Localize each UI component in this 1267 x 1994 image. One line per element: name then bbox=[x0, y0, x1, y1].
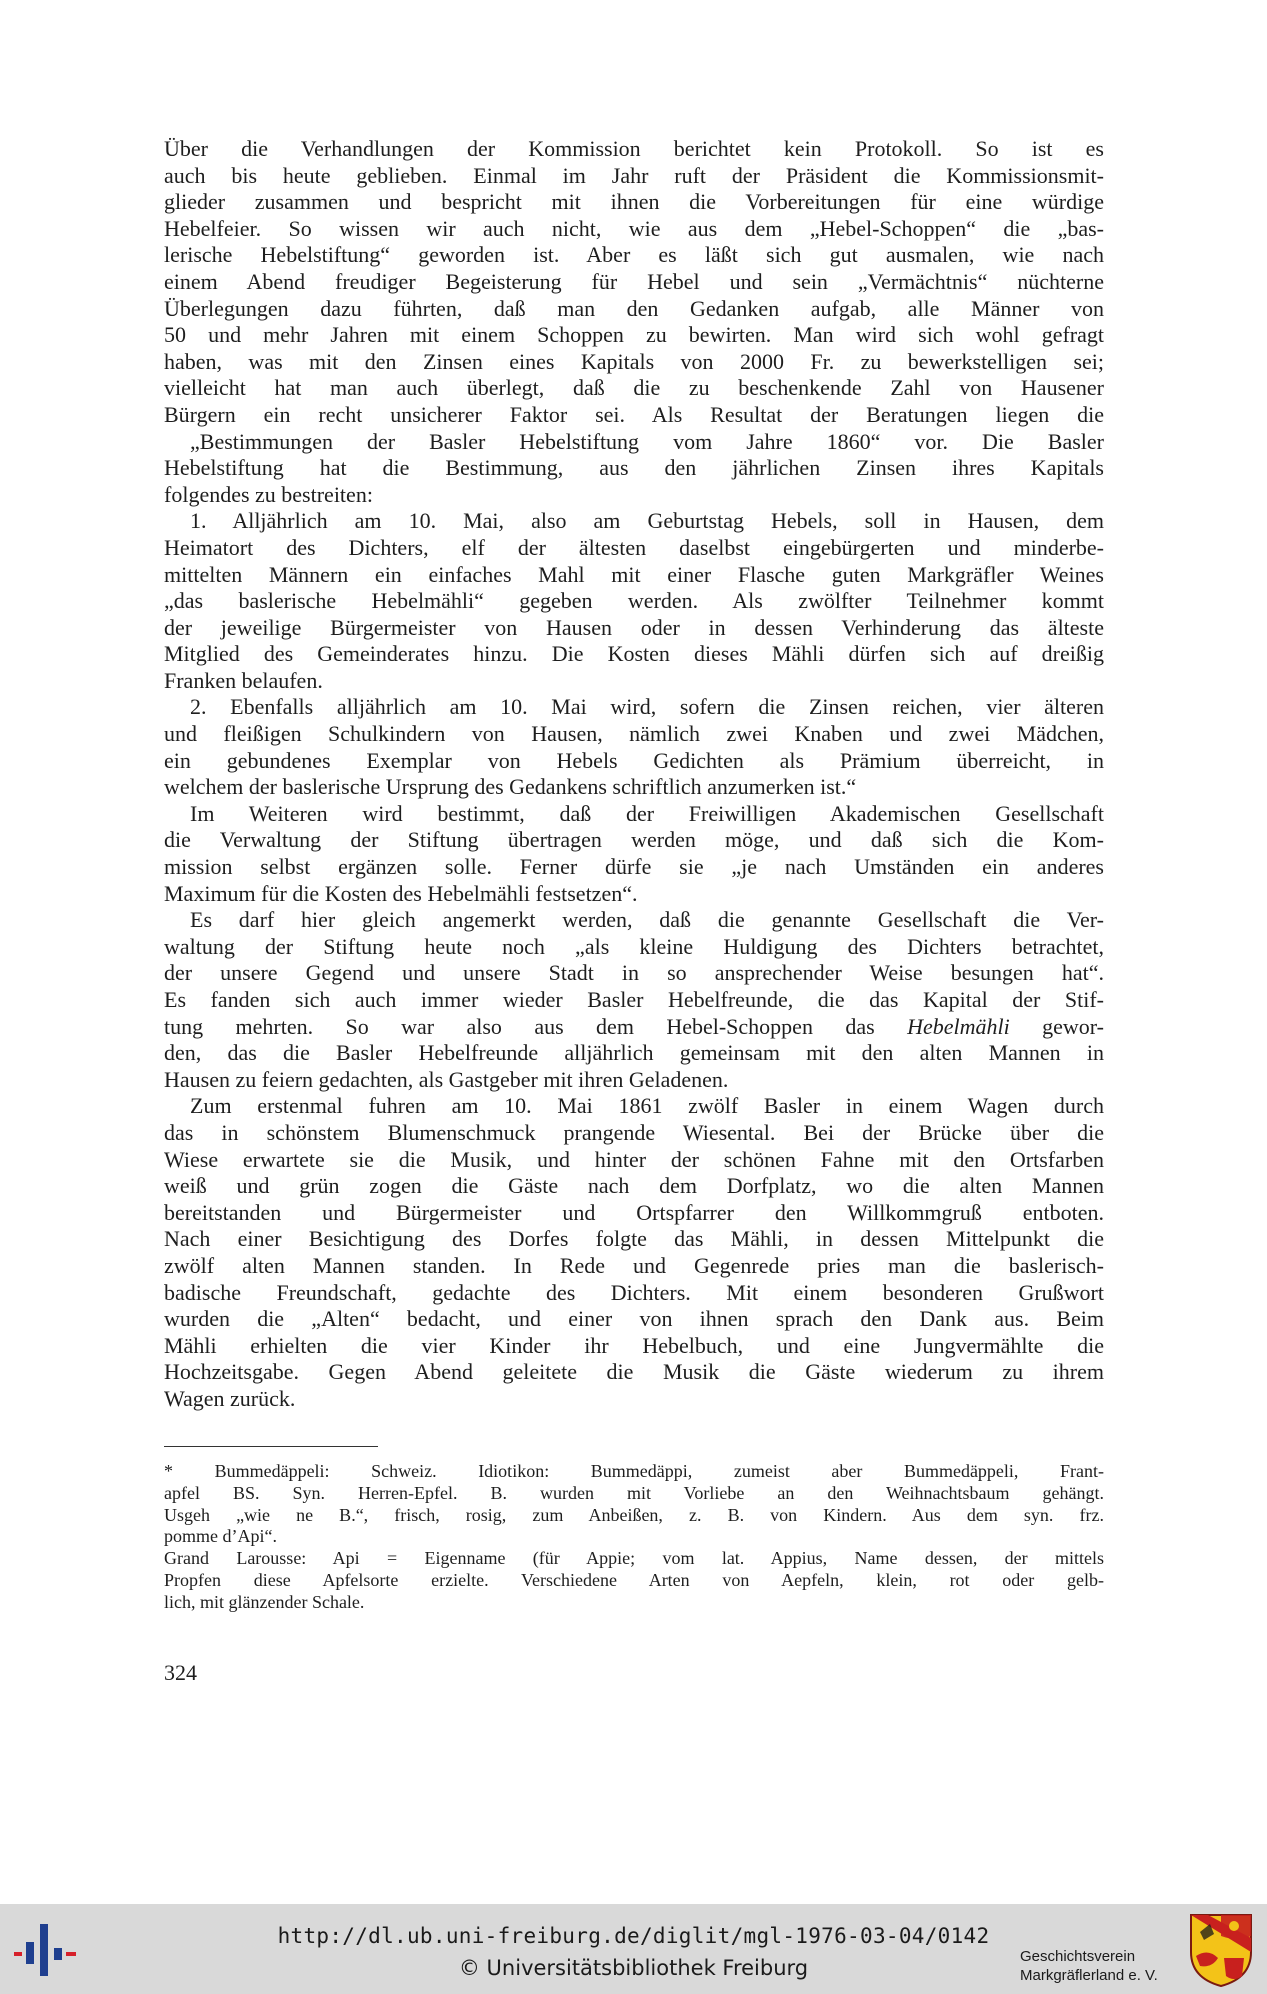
text-line: mittelten Männern ein einfaches Mahl mit einer Flasche guten Markgräfler Weines bbox=[164, 561, 1104, 587]
text-line: das in schönstem Blumenschmuck prangende Wiesental. Bei der Brücke über die bbox=[164, 1119, 1104, 1145]
footer-bar bbox=[0, 1904, 1267, 1994]
text-line: badische Freundschaft, gedachte des Dichters. Mit einem besonderen Grußwort bbox=[164, 1279, 1104, 1305]
text-line: „Bestimmungen der Basler Hebelstiftung vom Jahre 1860“ vor. Die Basler bbox=[190, 428, 1104, 454]
footnote-line: Grand Larousse: Api = Eigenname (für Appie; vom lat. Appius, Name dessen, der mittels bbox=[164, 1548, 1104, 1569]
footnote-divider bbox=[164, 1446, 378, 1447]
society-name-line: Markgräflerland e. V. bbox=[1020, 1967, 1158, 1984]
text-line bbox=[164, 1014, 1104, 1041]
text-line-part: tung mehrten. So war also aus dem Hebel-Schoppen das bbox=[164, 1013, 875, 1039]
text-line: 50 und mehr Jahren mit einem Schoppen zu bewirten. Man wird sich wohl gefragt bbox=[164, 322, 1104, 348]
text-line: Maximum für die Kosten des Hebelmähli festsetzen“. bbox=[164, 880, 638, 906]
copyright-text: © Universitätsbibliothek Freiburg bbox=[458, 1956, 809, 1980]
page-number: 324 bbox=[164, 1660, 197, 1685]
text-line: glieder zusammen und bespricht mit ihnen die Vorbereitungen für eine würdige bbox=[164, 189, 1104, 215]
document-url-link[interactable]: http://dl.ub.uni-freiburg.de/diglit/mgl-1976-03-04/0142 bbox=[277, 1924, 990, 1948]
text-line: und fleißigen Schulkindern von Hausen, nämlich zwei Knaben und zwei Mädchen, bbox=[164, 721, 1104, 747]
text-line: Hebelfeier. So wissen wir auch nicht, wie aus dem „Hebel-Schoppen“ die „bas- bbox=[164, 215, 1104, 241]
text-line: Im Weiteren wird bestimmt, daß der Freiwilligen Akademischen Gesellschaft bbox=[190, 800, 1104, 826]
text-line: folgendes zu bestreiten: bbox=[164, 481, 373, 507]
text-line: Franken belaufen. bbox=[164, 667, 323, 693]
text-line-part: gewor- bbox=[1042, 1013, 1104, 1039]
text-line: Über die Verhandlungen der Kommission berichtet kein Protokoll. So ist es bbox=[164, 136, 1104, 161]
text-line: 1. Alljährlich am 10. Mai, also am Geburtstag Hebels, soll in Hausen, dem bbox=[190, 508, 1104, 534]
text-line: weiß und grün zogen die Gäste nach dem Dorfplatz, wo die alten Mannen bbox=[164, 1173, 1104, 1199]
text-line: Zum erstenmal fuhren am 10. Mai 1861 zwölf Basler in einem Wagen durch bbox=[190, 1093, 1104, 1119]
text-line: einem Abend freudiger Begeisterung für Hebel und sein „Vermächtnis“ nüchterne bbox=[164, 268, 1104, 294]
text-line: vielleicht hat man auch überlegt, daß die zu beschenkende Zahl von Hausener bbox=[164, 375, 1104, 401]
text-line: Wagen zurück. bbox=[164, 1385, 296, 1411]
society-name-line: Geschichtsverein bbox=[1020, 1948, 1136, 1965]
text-line: Es darf hier gleich angemerkt werden, daß die genannte Gesellschaft die Ver- bbox=[190, 907, 1104, 933]
text-line: Mitglied des Gemeinderates hinzu. Die Kosten dieses Mähli dürfen sich auf dreißig bbox=[164, 641, 1104, 667]
text-line: Hausen zu feiern gedachten, als Gastgeber mit ihren Geladenen. bbox=[164, 1066, 729, 1092]
text-line: lerische Hebelstiftung“ geworden ist. Aber es läßt sich gut ausmalen, wie nach bbox=[164, 242, 1104, 268]
text-line: zwölf alten Mannen standen. In Rede und Gegenrede pries man die baslerisch- bbox=[164, 1252, 1104, 1278]
text-line: 2. Ebenfalls alljährlich am 10. Mai wird, sofern die Zinsen reichen, vier älteren bbox=[190, 694, 1104, 720]
text-line: der unsere Gegend und unsere Stadt in so ansprechender Weise besungen hat“. bbox=[164, 960, 1104, 986]
text-line: haben, was mit den Zinsen eines Kapitals von 2000 Fr. zu bewerkstelligen sei; bbox=[164, 348, 1104, 374]
text-line: Wiese erwartete sie die Musik, und hinter der schönen Fahne mit den Ortsfarben bbox=[164, 1146, 1104, 1172]
coat-of-arms-icon[interactable] bbox=[1188, 1912, 1254, 1988]
text-line: Hebelstiftung hat die Bestimmung, aus den jährlichen Zinsen ihres Kapitals bbox=[164, 455, 1104, 481]
text-line: bereitstanden und Bürgermeister und Ortspfarrer den Willkommgruß entboten. bbox=[164, 1199, 1104, 1225]
text-line: welchem der baslerische Ursprung des Gedankens schriftlich anzumerken ist.“ bbox=[164, 774, 857, 800]
footnote-line: Usgeh „wie ne B.“, frisch, rosig, zum Anbeißen, z. B. von Kindern. Aus dem syn. frz. bbox=[164, 1504, 1104, 1525]
footnote-line: * Bummedäppeli: Schweiz. Idiotikon: Bummedäppi, zumeist aber Bummedäppeli, Frant- bbox=[164, 1461, 1104, 1481]
text-line: Nach einer Besichtigung des Dorfes folgte das Mähli, in dessen Mittelpunkt die bbox=[164, 1226, 1104, 1252]
body-text bbox=[164, 136, 1104, 1413]
footnote-line: apfel BS. Syn. Herren-Epfel. B. wurden mit Vorliebe an den Weihnachtsbaum gehängt. bbox=[164, 1482, 1104, 1503]
text-line: „das baslerische Hebelmähli“ gegeben werden. Als zwölfter Teilnehmer kommt bbox=[164, 588, 1104, 614]
footnotes bbox=[164, 1461, 1104, 1614]
text-line: Heimatort des Dichters, elf der ältesten daselbst eingebürgerten und minderbe- bbox=[164, 534, 1104, 560]
text-line: den, das die Basler Hebelfreunde alljährlich gemeinsam mit den alten Mannen in bbox=[164, 1040, 1104, 1066]
emphasis-hebelmaehli: Hebelmähli bbox=[907, 1013, 1010, 1039]
text-line: Mähli erhielten die vier Kinder ihr Hebelbuch, und eine Jungvermählte die bbox=[164, 1332, 1104, 1358]
footnote-line: pomme d’Api“. bbox=[164, 1526, 277, 1547]
footnote-line: Propfen diese Apfelsorte erzielte. Verschiedene Arten von Aepfeln, klein, rot oder gelb- bbox=[164, 1569, 1104, 1590]
text-line: der jeweilige Bürgermeister von Hausen oder in dessen Verhinderung das älteste bbox=[164, 614, 1104, 640]
text-line: die Verwaltung der Stiftung übertragen werden möge, und daß sich die Kom- bbox=[164, 827, 1104, 853]
society-name bbox=[1020, 1947, 1180, 1985]
text-line: mission selbst ergänzen solle. Ferner dürfe sie „je nach Umständen ein anderes bbox=[164, 854, 1104, 880]
text-line: Hochzeitsgabe. Gegen Abend geleitete die Musik die Gäste wiederum zu ihrem bbox=[164, 1359, 1104, 1385]
text-line: auch bis heute geblieben. Einmal im Jahr ruft der Präsident die Kommissionsmit- bbox=[164, 162, 1104, 188]
footnote-line: lich, mit glänzender Schale. bbox=[164, 1591, 365, 1612]
text-line: ein gebundenes Exemplar von Hebels Gedichten als Prämium überreicht, in bbox=[164, 747, 1104, 773]
text-line: Es fanden sich auch immer wieder Basler Hebelfreunde, die das Kapital der Stif- bbox=[164, 987, 1104, 1012]
text-line: wurden die „Alten“ bedacht, und einer von ihnen sprach den Dank aus. Beim bbox=[164, 1306, 1104, 1332]
text-line: waltung der Stiftung heute noch „als kleine Huldigung des Dichters betrachtet, bbox=[164, 933, 1104, 959]
text-line: Überlegungen dazu führten, daß man den Gedanken aufgab, alle Männer von bbox=[164, 295, 1104, 321]
text-line: Bürgern ein recht unsicherer Faktor sei. Als Resultat der Beratungen liegen die bbox=[164, 401, 1104, 427]
